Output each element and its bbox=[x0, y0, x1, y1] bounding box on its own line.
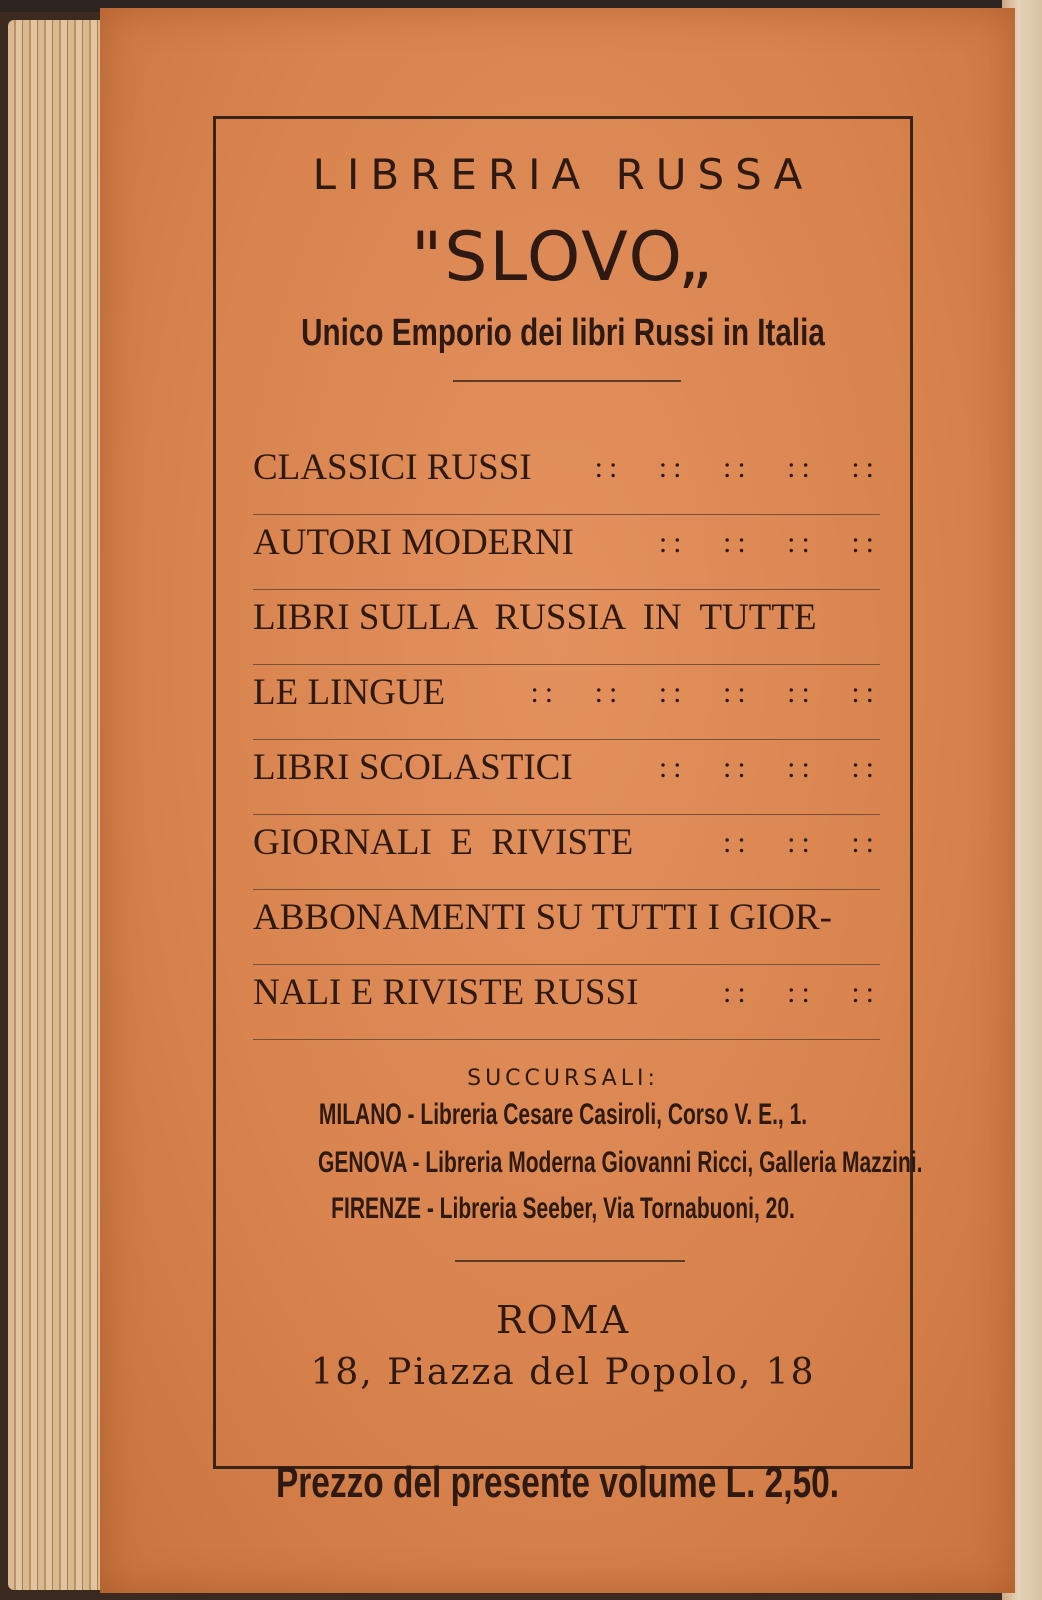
list-item-dots: :: :: :: :: bbox=[658, 751, 880, 784]
list-item bbox=[253, 590, 880, 665]
price: Prezzo del presente volume L. 2,50. bbox=[275, 1458, 840, 1507]
list-item-text: NALI E RIVISTE RUSSI bbox=[253, 972, 639, 1013]
list-item bbox=[253, 515, 880, 590]
divider-bottom bbox=[455, 1260, 685, 1262]
store-name: LIBRERIA RUSSA bbox=[312, 150, 814, 199]
list-item bbox=[253, 740, 880, 815]
catalog-list bbox=[253, 440, 880, 1040]
branches-title: SUCCURSALI: bbox=[467, 1066, 659, 1091]
list-item-text: ABBONAMENTI SU TUTTI I GIOR- bbox=[253, 897, 832, 938]
branch-genova: GENOVA - Libreria Moderna Giovanni Ricci, Galleria Mazzini. bbox=[318, 1146, 923, 1179]
list-item bbox=[253, 440, 880, 515]
city: ROMA bbox=[495, 1298, 631, 1342]
list-item-dots: :: :: :: :: :: bbox=[594, 451, 880, 484]
branch-firenze: FIRENZE - Libreria Seeber, Via Tornabuoni, 20. bbox=[331, 1192, 795, 1225]
divider-top bbox=[453, 380, 681, 382]
list-item-text: LIBRI SCOLASTICI bbox=[253, 747, 573, 788]
address: 18, Piazza del Popolo, 18 bbox=[310, 1352, 816, 1393]
list-item-text: CLASSICI RUSSI bbox=[253, 447, 532, 488]
list-item-dots: :: :: :: bbox=[722, 976, 880, 1009]
list-item bbox=[253, 815, 880, 890]
list-item-dots: :: :: :: :: :: :: bbox=[530, 676, 880, 709]
list-item-dots: :: :: :: bbox=[722, 826, 880, 859]
list-item-text: LIBRI SULLA RUSSIA IN TUTTE bbox=[253, 597, 817, 638]
tagline: Unico Emporio dei libri Russi in Italia bbox=[301, 312, 825, 354]
list-item bbox=[253, 965, 880, 1040]
list-item bbox=[253, 665, 880, 740]
list-item-dots: :: :: :: :: bbox=[658, 526, 880, 559]
list-item-text: LE LINGUE bbox=[253, 672, 446, 713]
branch-milano: MILANO - Libreria Cesare Casiroli, Corso V. E., 1. bbox=[318, 1098, 808, 1131]
list-item bbox=[253, 890, 880, 965]
store-brand: "SLOVO„ bbox=[410, 218, 716, 297]
list-item-text: AUTORI MODERNI bbox=[253, 522, 575, 563]
list-item-text: GIORNALI E RIVISTE bbox=[253, 822, 634, 863]
